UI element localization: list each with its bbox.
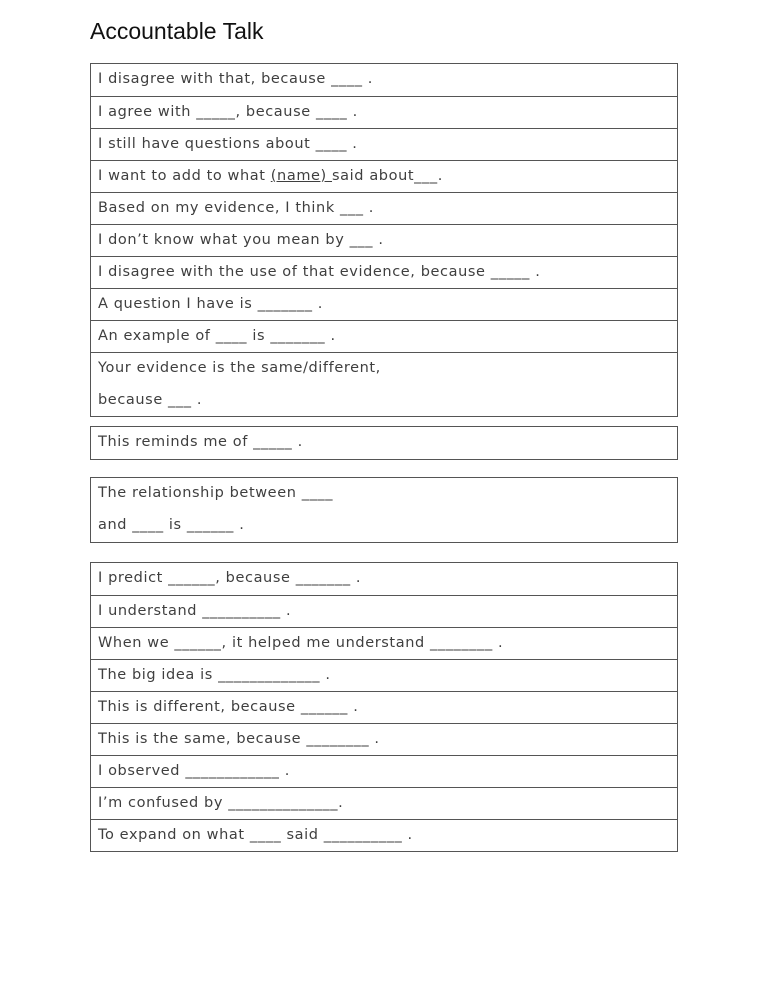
stem-row: A question I have is _______ . [91, 288, 677, 320]
stem-row: I agree with _____, because ____ . [91, 96, 677, 128]
page-title: Accountable Talk [90, 18, 264, 44]
stem-row: This is the same, because ________ . [91, 723, 677, 755]
stem-row: This reminds me of _____ . [98, 434, 303, 450]
sentence-stems-table-2 [90, 426, 678, 460]
stem-line: because ___ . [98, 392, 203, 408]
name-blank: (name) [270, 168, 333, 184]
stem-line: The relationship between ____ [98, 485, 334, 501]
stem-row: I’m confused by ______________. [91, 787, 677, 819]
stem-row: An example of ____ is _______ . [91, 320, 677, 352]
sentence-stems-table-1 [90, 63, 678, 417]
stem-row: I observed ____________ . [91, 755, 677, 787]
stem-row: I predict ______, because _______ . [98, 570, 362, 586]
stem-row: I disagree with the use of that evidence, because _____ . [91, 256, 677, 288]
stem-row: Based on my evidence, I think ___ . [91, 192, 677, 224]
stem-row: This is different, because ______ . [91, 691, 677, 723]
stem-row: I don’t know what you mean by ___ . [91, 224, 677, 256]
stem-text: said about___. [332, 168, 443, 184]
stem-row: I understand __________ . [91, 595, 677, 627]
stem-text: I want to add to what [98, 168, 271, 184]
stem-row [91, 160, 677, 192]
stem-row [91, 478, 677, 542]
stem-line: Your evidence is the same/different, [98, 360, 381, 376]
sentence-stems-table-3 [90, 477, 678, 543]
stem-row: When we ______, it helped me understand ________ . [91, 627, 677, 659]
stem-line: and ____ is ______ . [98, 517, 245, 533]
sentence-stems-table-4 [90, 562, 678, 852]
stem-row: I still have questions about ____ . [91, 128, 677, 160]
stem-row [91, 352, 677, 416]
stem-row: To expand on what ____ said __________ . [91, 819, 677, 851]
stem-row: The big idea is _____________ . [91, 659, 677, 691]
stem-row: I disagree with that, because ____ . [98, 71, 373, 87]
